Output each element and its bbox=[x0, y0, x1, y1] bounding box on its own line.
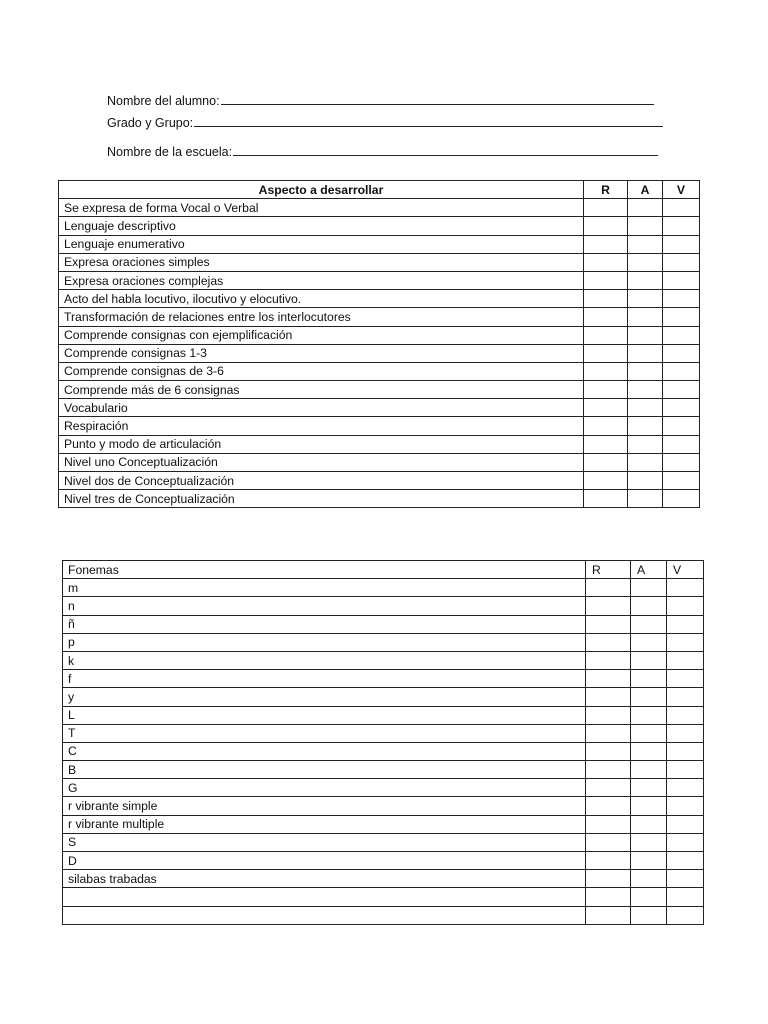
v-mark-cell[interactable] bbox=[663, 235, 700, 253]
a-mark-cell[interactable] bbox=[631, 633, 667, 651]
student-name-line bbox=[107, 92, 654, 109]
a-mark-cell[interactable] bbox=[628, 399, 663, 417]
v-mark-cell[interactable] bbox=[667, 615, 704, 633]
r-mark-cell[interactable] bbox=[586, 579, 631, 597]
table-row bbox=[59, 199, 700, 217]
table-row bbox=[63, 833, 704, 851]
table-row bbox=[63, 706, 704, 724]
r-mark-cell[interactable] bbox=[584, 199, 628, 217]
v-mark-cell[interactable] bbox=[667, 888, 704, 906]
r-mark-cell[interactable] bbox=[586, 761, 631, 779]
phoneme-cell: k bbox=[63, 651, 586, 669]
r-mark-cell[interactable] bbox=[584, 399, 628, 417]
aspects-header-row bbox=[59, 181, 700, 199]
a-mark-cell[interactable] bbox=[631, 852, 667, 870]
aspect-cell: Lenguaje descriptivo bbox=[59, 217, 584, 235]
table-row bbox=[63, 688, 704, 706]
a-mark-cell[interactable] bbox=[628, 235, 663, 253]
phoneme-cell bbox=[63, 888, 586, 906]
phoneme-cell: B bbox=[63, 761, 586, 779]
r-mark-cell[interactable] bbox=[586, 651, 631, 669]
phoneme-cell: C bbox=[63, 742, 586, 760]
r-mark-cell[interactable] bbox=[586, 615, 631, 633]
table-row bbox=[63, 724, 704, 742]
aspect-cell: Acto del habla locutivo, ilocutivo y elocutivo. bbox=[59, 290, 584, 308]
v-mark-cell[interactable] bbox=[667, 852, 704, 870]
table-row bbox=[59, 362, 700, 380]
grade-group-line bbox=[107, 114, 663, 131]
a-mark-cell[interactable] bbox=[628, 326, 663, 344]
r-mark-cell[interactable] bbox=[586, 688, 631, 706]
table-row bbox=[63, 597, 704, 615]
r-mark-cell[interactable] bbox=[584, 490, 628, 508]
table-row bbox=[63, 906, 704, 924]
a-mark-cell[interactable] bbox=[631, 615, 667, 633]
v-mark-cell[interactable] bbox=[667, 651, 704, 669]
v-mark-cell[interactable] bbox=[663, 490, 700, 508]
r-mark-cell[interactable] bbox=[584, 381, 628, 399]
aspect-cell: Comprende consignas de 3-6 bbox=[59, 362, 584, 380]
v-mark-cell[interactable] bbox=[667, 633, 704, 651]
r-mark-cell[interactable] bbox=[584, 417, 628, 435]
phoneme-cell: G bbox=[63, 779, 586, 797]
a-mark-cell[interactable] bbox=[631, 833, 667, 851]
a-mark-cell[interactable] bbox=[628, 490, 663, 508]
a-mark-cell[interactable] bbox=[631, 815, 667, 833]
table-row bbox=[63, 852, 704, 870]
aspect-cell: Punto y modo de articulación bbox=[59, 435, 584, 453]
r-mark-cell[interactable] bbox=[586, 852, 631, 870]
r-mark-cell[interactable] bbox=[586, 797, 631, 815]
r-mark-cell[interactable] bbox=[586, 633, 631, 651]
r-mark-cell[interactable] bbox=[586, 815, 631, 833]
a-mark-cell[interactable] bbox=[631, 797, 667, 815]
r-mark-cell[interactable] bbox=[584, 253, 628, 271]
r-mark-cell[interactable] bbox=[586, 888, 631, 906]
r-mark-cell[interactable] bbox=[586, 670, 631, 688]
v-mark-cell[interactable] bbox=[663, 435, 700, 453]
r-mark-cell[interactable] bbox=[584, 326, 628, 344]
school-name-label: Nombre de la escuela: bbox=[107, 145, 233, 159]
aspect-cell: Transformación de relaciones entre los interlocutores bbox=[59, 308, 584, 326]
phoneme-column-header: Fonemas bbox=[63, 561, 586, 579]
aspect-cell: Se expresa de forma Vocal o Verbal bbox=[59, 199, 584, 217]
aspect-cell: Nivel tres de Conceptualización bbox=[59, 490, 584, 508]
v-mark-cell[interactable] bbox=[663, 362, 700, 380]
a-mark-cell[interactable] bbox=[631, 779, 667, 797]
v-mark-cell[interactable] bbox=[667, 815, 704, 833]
aspect-cell: Respiración bbox=[59, 417, 584, 435]
v-mark-cell[interactable] bbox=[663, 381, 700, 399]
a-mark-cell[interactable] bbox=[631, 651, 667, 669]
aspect-cell: Expresa oraciones simples bbox=[59, 253, 584, 271]
table-row bbox=[63, 651, 704, 669]
a-column-header: A bbox=[628, 181, 663, 199]
phoneme-cell: ñ bbox=[63, 615, 586, 633]
v-mark-cell[interactable] bbox=[667, 670, 704, 688]
r-column-header: R bbox=[586, 561, 631, 579]
table-row bbox=[59, 472, 700, 490]
aspect-cell: Lenguaje enumerativo bbox=[59, 235, 584, 253]
phoneme-cell: D bbox=[63, 852, 586, 870]
phoneme-cell: m bbox=[63, 579, 586, 597]
v-mark-cell[interactable] bbox=[663, 326, 700, 344]
table-row bbox=[63, 779, 704, 797]
v-mark-cell[interactable] bbox=[663, 308, 700, 326]
grade-group-blank[interactable] bbox=[194, 114, 663, 127]
v-mark-cell[interactable] bbox=[663, 217, 700, 235]
r-mark-cell[interactable] bbox=[586, 779, 631, 797]
a-mark-cell[interactable] bbox=[628, 417, 663, 435]
a-mark-cell[interactable] bbox=[628, 308, 663, 326]
phoneme-cell: T bbox=[63, 724, 586, 742]
v-mark-cell[interactable] bbox=[667, 906, 704, 924]
table-row bbox=[63, 579, 704, 597]
aspects-table bbox=[58, 180, 700, 508]
r-mark-cell[interactable] bbox=[584, 308, 628, 326]
r-mark-cell[interactable] bbox=[584, 290, 628, 308]
v-mark-cell[interactable] bbox=[667, 579, 704, 597]
a-mark-cell[interactable] bbox=[631, 597, 667, 615]
table-row bbox=[59, 217, 700, 235]
a-mark-cell[interactable] bbox=[628, 435, 663, 453]
phoneme-cell: n bbox=[63, 597, 586, 615]
v-mark-cell[interactable] bbox=[663, 472, 700, 490]
school-name-blank[interactable] bbox=[233, 143, 658, 156]
table-row bbox=[59, 326, 700, 344]
phoneme-cell bbox=[63, 906, 586, 924]
aspect-cell: Comprende más de 6 consignas bbox=[59, 381, 584, 399]
v-mark-cell[interactable] bbox=[663, 399, 700, 417]
v-mark-cell[interactable] bbox=[663, 417, 700, 435]
phoneme-cell: S bbox=[63, 833, 586, 851]
v-mark-cell[interactable] bbox=[667, 797, 704, 815]
table-row bbox=[63, 870, 704, 888]
v-mark-cell[interactable] bbox=[667, 724, 704, 742]
v-mark-cell[interactable] bbox=[663, 253, 700, 271]
r-mark-cell[interactable] bbox=[584, 453, 628, 471]
aspect-cell: Vocabulario bbox=[59, 399, 584, 417]
a-mark-cell[interactable] bbox=[631, 706, 667, 724]
student-name-label: Nombre del alumno: bbox=[107, 94, 220, 108]
v-mark-cell[interactable] bbox=[663, 344, 700, 362]
a-mark-cell[interactable] bbox=[628, 199, 663, 217]
table-row bbox=[59, 253, 700, 271]
v-mark-cell[interactable] bbox=[663, 290, 700, 308]
r-mark-cell[interactable] bbox=[584, 344, 628, 362]
a-mark-cell[interactable] bbox=[628, 472, 663, 490]
r-mark-cell[interactable] bbox=[586, 706, 631, 724]
a-mark-cell[interactable] bbox=[628, 344, 663, 362]
table-row bbox=[59, 490, 700, 508]
v-mark-cell[interactable] bbox=[663, 199, 700, 217]
r-mark-cell[interactable] bbox=[586, 870, 631, 888]
r-mark-cell[interactable] bbox=[584, 472, 628, 490]
phoneme-cell: r vibrante multiple bbox=[63, 815, 586, 833]
school-name-line bbox=[107, 143, 658, 160]
r-mark-cell[interactable] bbox=[586, 597, 631, 615]
r-mark-cell[interactable] bbox=[584, 217, 628, 235]
r-mark-cell[interactable] bbox=[586, 742, 631, 760]
v-mark-cell[interactable] bbox=[667, 688, 704, 706]
a-mark-cell[interactable] bbox=[628, 253, 663, 271]
phoneme-cell: f bbox=[63, 670, 586, 688]
aspect-cell: Nivel uno Conceptualización bbox=[59, 453, 584, 471]
table-row bbox=[59, 290, 700, 308]
table-row bbox=[63, 633, 704, 651]
phoneme-cell: L bbox=[63, 706, 586, 724]
r-mark-cell[interactable] bbox=[584, 271, 628, 289]
r-mark-cell[interactable] bbox=[584, 235, 628, 253]
table-row bbox=[59, 417, 700, 435]
table-row bbox=[63, 742, 704, 760]
table-row bbox=[63, 797, 704, 815]
student-name-blank[interactable] bbox=[221, 92, 654, 105]
v-mark-cell[interactable] bbox=[667, 833, 704, 851]
a-mark-cell[interactable] bbox=[628, 362, 663, 380]
table-row bbox=[59, 344, 700, 362]
phonemes-table bbox=[62, 560, 704, 925]
r-mark-cell[interactable] bbox=[584, 435, 628, 453]
table-row bbox=[63, 615, 704, 633]
aspect-cell: Comprende consignas 1-3 bbox=[59, 344, 584, 362]
table-row bbox=[59, 399, 700, 417]
table-row bbox=[63, 670, 704, 688]
a-mark-cell[interactable] bbox=[631, 906, 667, 924]
table-row bbox=[59, 435, 700, 453]
v-mark-cell[interactable] bbox=[667, 742, 704, 760]
aspect-cell: Comprende consignas con ejemplificación bbox=[59, 326, 584, 344]
table-row bbox=[59, 308, 700, 326]
phonemes-header-row bbox=[63, 561, 704, 579]
table-row bbox=[59, 271, 700, 289]
grade-group-label: Grado y Grupo: bbox=[107, 116, 194, 130]
table-row bbox=[59, 453, 700, 471]
a-mark-cell[interactable] bbox=[631, 888, 667, 906]
a-mark-cell[interactable] bbox=[631, 870, 667, 888]
r-mark-cell[interactable] bbox=[584, 362, 628, 380]
a-mark-cell[interactable] bbox=[631, 742, 667, 760]
v-column-header: V bbox=[667, 561, 704, 579]
v-mark-cell[interactable] bbox=[663, 453, 700, 471]
aspect-column-header: Aspecto a desarrollar bbox=[59, 181, 584, 199]
a-mark-cell[interactable] bbox=[628, 290, 663, 308]
phoneme-cell: r vibrante simple bbox=[63, 797, 586, 815]
v-mark-cell[interactable] bbox=[667, 706, 704, 724]
v-mark-cell[interactable] bbox=[667, 597, 704, 615]
phoneme-cell: y bbox=[63, 688, 586, 706]
table-row bbox=[63, 815, 704, 833]
r-column-header: R bbox=[584, 181, 628, 199]
table-row bbox=[59, 235, 700, 253]
r-mark-cell[interactable] bbox=[586, 724, 631, 742]
v-mark-cell[interactable] bbox=[667, 779, 704, 797]
a-mark-cell[interactable] bbox=[631, 579, 667, 597]
a-mark-cell[interactable] bbox=[628, 271, 663, 289]
v-mark-cell[interactable] bbox=[667, 761, 704, 779]
a-mark-cell[interactable] bbox=[631, 724, 667, 742]
phoneme-cell: p bbox=[63, 633, 586, 651]
a-column-header: A bbox=[631, 561, 667, 579]
r-mark-cell[interactable] bbox=[586, 833, 631, 851]
v-column-header: V bbox=[663, 181, 700, 199]
table-row bbox=[63, 888, 704, 906]
a-mark-cell[interactable] bbox=[628, 381, 663, 399]
a-mark-cell[interactable] bbox=[628, 453, 663, 471]
aspect-cell: Expresa oraciones complejas bbox=[59, 271, 584, 289]
a-mark-cell[interactable] bbox=[631, 688, 667, 706]
table-row bbox=[59, 381, 700, 399]
aspect-cell: Nivel dos de Conceptualización bbox=[59, 472, 584, 490]
v-mark-cell[interactable] bbox=[663, 271, 700, 289]
a-mark-cell[interactable] bbox=[628, 217, 663, 235]
r-mark-cell[interactable] bbox=[586, 906, 631, 924]
v-mark-cell[interactable] bbox=[667, 870, 704, 888]
a-mark-cell[interactable] bbox=[631, 761, 667, 779]
table-row bbox=[63, 761, 704, 779]
a-mark-cell[interactable] bbox=[631, 670, 667, 688]
phoneme-cell: silabas trabadas bbox=[63, 870, 586, 888]
